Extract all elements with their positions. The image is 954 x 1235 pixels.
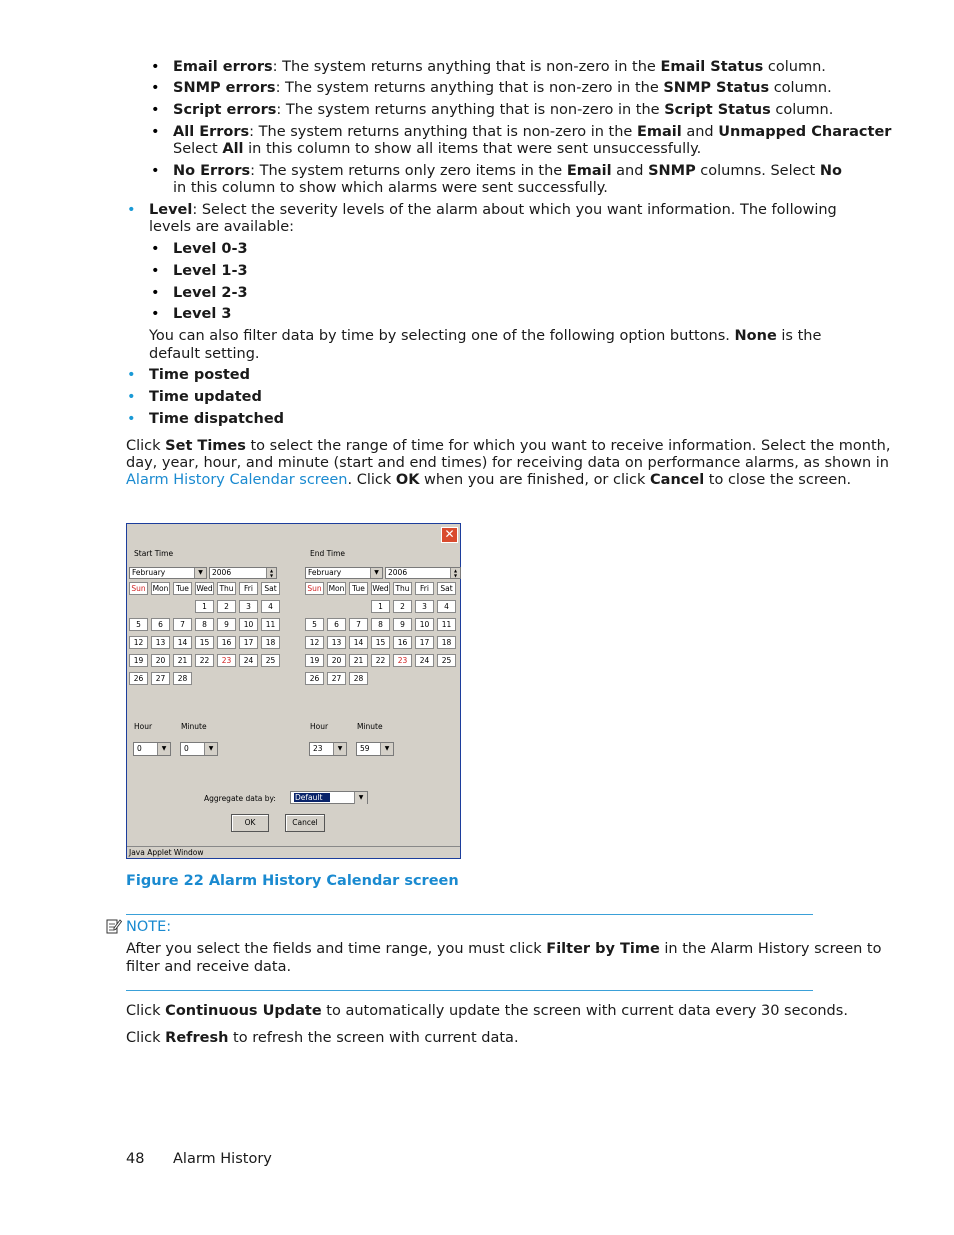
weekday-header: Sun	[305, 582, 324, 595]
cancel-button[interactable]: Cancel	[285, 814, 325, 832]
calendar-day[interactable]: 13	[151, 636, 170, 649]
chevron-down-icon: ▼	[157, 743, 170, 755]
calendar-day[interactable]: 4	[261, 600, 280, 613]
level-item-cont: levels are available:	[149, 219, 295, 235]
ok-button[interactable]: OK	[231, 814, 269, 832]
applet-status-bar: Java Applet Window	[127, 846, 460, 858]
calendar-day[interactable]: 15	[371, 636, 390, 649]
weekday-header: Sat	[261, 582, 280, 595]
time-updated-item: • Time updated	[149, 389, 262, 406]
note-text-cont: filter and receive data.	[126, 959, 292, 975]
calendar-day[interactable]: 8	[195, 618, 214, 631]
note-top-rule	[126, 914, 813, 915]
calendar-day[interactable]: 8	[371, 618, 390, 631]
aggregate-select[interactable]: Default ▼	[290, 791, 368, 804]
weekday-header: Thu	[393, 582, 412, 595]
chevron-down-icon: ▼	[354, 792, 367, 804]
calendar-day[interactable]: 2	[393, 600, 412, 613]
calendar-day[interactable]: 20	[327, 654, 346, 667]
calendar-day[interactable]: 22	[371, 654, 390, 667]
chevron-down-icon: ▼	[204, 743, 217, 755]
aggregate-label: Aggregate data by:	[204, 794, 276, 803]
calendar-day[interactable]: 17	[239, 636, 258, 649]
level-item: • Level: Select the severity levels of the alarm about which you want information. The following	[149, 202, 837, 219]
note-pencil-icon	[106, 917, 122, 935]
end-hour-select[interactable]: 23 ▼	[309, 742, 347, 756]
time-posted-item: • Time posted	[149, 367, 250, 384]
calendar-day[interactable]: 11	[261, 618, 280, 631]
chevron-down-icon: ▼	[370, 568, 382, 578]
calendar-day[interactable]: 7	[173, 618, 192, 631]
calendar-day[interactable]: 27	[327, 672, 346, 685]
calendar-day[interactable]: 16	[217, 636, 236, 649]
calendar-day[interactable]: 12	[129, 636, 148, 649]
set-times-text-l3: Alarm History Calendar screen. Click OK when you are finished, or click Cancel to close the screen.	[126, 472, 852, 488]
weekday-header: Wed	[196, 584, 213, 593]
weekday-header: Thu	[217, 582, 236, 595]
start-time-label: Start Time	[134, 549, 174, 558]
snmp-errors-item: • SNMP errors: The system returns anything that is non-zero in the SNMP Status column.	[173, 80, 832, 97]
weekday-header: Tue	[173, 582, 192, 595]
calendar-day[interactable]: 26	[305, 672, 324, 685]
start-minute-label: Minute	[181, 722, 207, 731]
calendar-day[interactable]: 28	[349, 672, 368, 685]
calendar-day[interactable]: 20	[151, 654, 170, 667]
calendar-day[interactable]: 28	[173, 672, 192, 685]
calendar-day[interactable]: 19	[129, 654, 148, 667]
weekday-header: Sat	[437, 582, 456, 595]
calendar-day[interactable]: 2	[217, 600, 236, 613]
set-times-text-l2: day, year, hour, and minute (start and end times) for receiving data on performance alarms, as shown in	[126, 455, 889, 471]
chevron-down-icon: ▼	[194, 568, 206, 578]
end-hour-label: Hour	[310, 722, 329, 731]
no-errors-item: • No Errors: The system returns only zero items in the Email and SNMP columns. Select No	[173, 163, 842, 180]
calendar-day[interactable]: 6	[327, 618, 346, 631]
calendar-day[interactable]: 25	[437, 654, 456, 667]
calendar-day[interactable]: 1	[371, 600, 390, 613]
calendar-day[interactable]: 17	[415, 636, 434, 649]
chevron-down-icon: ▼	[380, 743, 393, 755]
calendar-day[interactable]: 6	[151, 618, 170, 631]
calendar-day[interactable]: 27	[151, 672, 170, 685]
calendar-day[interactable]: 21	[349, 654, 368, 667]
calendar-day[interactable]: 26	[129, 672, 148, 685]
filter-time-text-cont: default setting.	[149, 346, 260, 362]
calendar-day[interactable]: 16	[393, 636, 412, 649]
script-errors-item: • Script errors: The system returns anything that is non-zero in the Script Status column.	[173, 102, 833, 119]
level-3: • Level 3	[173, 306, 231, 323]
note-bottom-rule	[126, 990, 813, 991]
time-dispatched-item: • Time dispatched	[149, 411, 284, 428]
email-errors-item: • Email errors: The system returns anything that is non-zero in the Email Status column.	[173, 59, 826, 76]
weekday-header: Wed	[372, 584, 389, 593]
no-errors-item-cont: in this column to show which alarms were sent successfully.	[173, 180, 608, 196]
continuous-update-text: Click Continuous Update to automatically update the screen with current data every 30 seconds.	[126, 1003, 848, 1019]
start-hour-label: Hour	[134, 722, 153, 731]
calendar-day[interactable]: 10	[415, 618, 434, 631]
page-number: 48	[126, 1151, 145, 1167]
refresh-text: Click Refresh to refresh the screen with current data.	[126, 1030, 519, 1046]
close-icon[interactable]: ✕	[441, 527, 458, 543]
alarm-history-calendar-link[interactable]: Alarm History Calendar screen	[126, 472, 348, 488]
chevron-down-icon: ▼	[333, 743, 346, 755]
alarm-history-calendar-window	[126, 523, 461, 859]
start-month-select[interactable]: February ▼	[129, 567, 207, 579]
calendar-day[interactable]: 25	[261, 654, 280, 667]
calendar-day[interactable]: 14	[349, 636, 368, 649]
calendar-day[interactable]: 5	[305, 618, 324, 631]
start-year-spinner[interactable]: 2006 ▲ ▼	[209, 567, 277, 579]
filter-time-text: You can also filter data by time by selecting one of the following option buttons. None is the	[149, 328, 822, 344]
end-minute-label: Minute	[357, 722, 383, 731]
calendar-day[interactable]: 23	[393, 654, 412, 667]
weekday-header: Fri	[239, 582, 258, 595]
set-times-text: Click Set Times to select the range of time for which you want to receive information. Select the month,	[126, 438, 891, 454]
weekday-header: Mon	[152, 584, 169, 593]
start-minute-select[interactable]: 0 ▼	[180, 742, 218, 756]
calendar-day[interactable]: 15	[195, 636, 214, 649]
calendar-day[interactable]: 14	[173, 636, 192, 649]
weekday-header: Tue	[349, 582, 368, 595]
figure-caption: Figure 22 Alarm History Calendar screen	[126, 873, 459, 889]
calendar-day[interactable]: 10	[239, 618, 258, 631]
end-minute-select[interactable]: 59 ▼	[356, 742, 394, 756]
calendar-day[interactable]: 22	[195, 654, 214, 667]
note-text: After you select the fields and time range, you must click Filter by Time in the Alarm History screen to	[126, 941, 882, 957]
calendar-day[interactable]: 5	[129, 618, 148, 631]
calendar-day[interactable]: 21	[173, 654, 192, 667]
calendar-day[interactable]: 11	[437, 618, 456, 631]
end-year-spinner[interactable]: 2006 ▲ ▼	[385, 567, 461, 579]
calendar-day[interactable]: 18	[261, 636, 280, 649]
level-2-3: • Level 2-3	[173, 285, 248, 302]
weekday-header: Mon	[328, 584, 345, 593]
calendar-day[interactable]: 12	[305, 636, 324, 649]
level-0-3: • Level 0-3	[173, 241, 248, 258]
level-1-3: • Level 1-3	[173, 263, 248, 280]
start-hour-select[interactable]: 0 ▼	[133, 742, 171, 756]
end-time-label: End Time	[310, 549, 345, 558]
footer-section: Alarm History	[173, 1151, 272, 1167]
calendar-day[interactable]: 9	[217, 618, 236, 631]
calendar-day[interactable]: 1	[195, 600, 214, 613]
weekday-header: Fri	[415, 582, 434, 595]
calendar-day[interactable]: 13	[327, 636, 346, 649]
note-label: NOTE:	[126, 919, 172, 935]
calendar-day[interactable]: 23	[217, 654, 236, 667]
calendar-day[interactable]: 3	[239, 600, 258, 613]
all-errors-item-cont: Select All in this column to show all items that were sent unsuccessfully.	[173, 141, 702, 157]
weekday-header: Sun	[129, 582, 148, 595]
calendar-day[interactable]: 24	[239, 654, 258, 667]
calendar-day[interactable]: 7	[349, 618, 368, 631]
calendar-day[interactable]: 24	[415, 654, 434, 667]
calendar-day[interactable]: 18	[437, 636, 456, 649]
all-errors-item: • All Errors: The system returns anything that is non-zero in the Email and Unmapped Character	[173, 124, 891, 141]
calendar-day[interactable]: 9	[393, 618, 412, 631]
calendar-day[interactable]: 19	[305, 654, 324, 667]
end-month-select[interactable]: February ▼	[305, 567, 383, 579]
calendar-day[interactable]: 3	[415, 600, 434, 613]
calendar-day[interactable]: 4	[437, 600, 456, 613]
